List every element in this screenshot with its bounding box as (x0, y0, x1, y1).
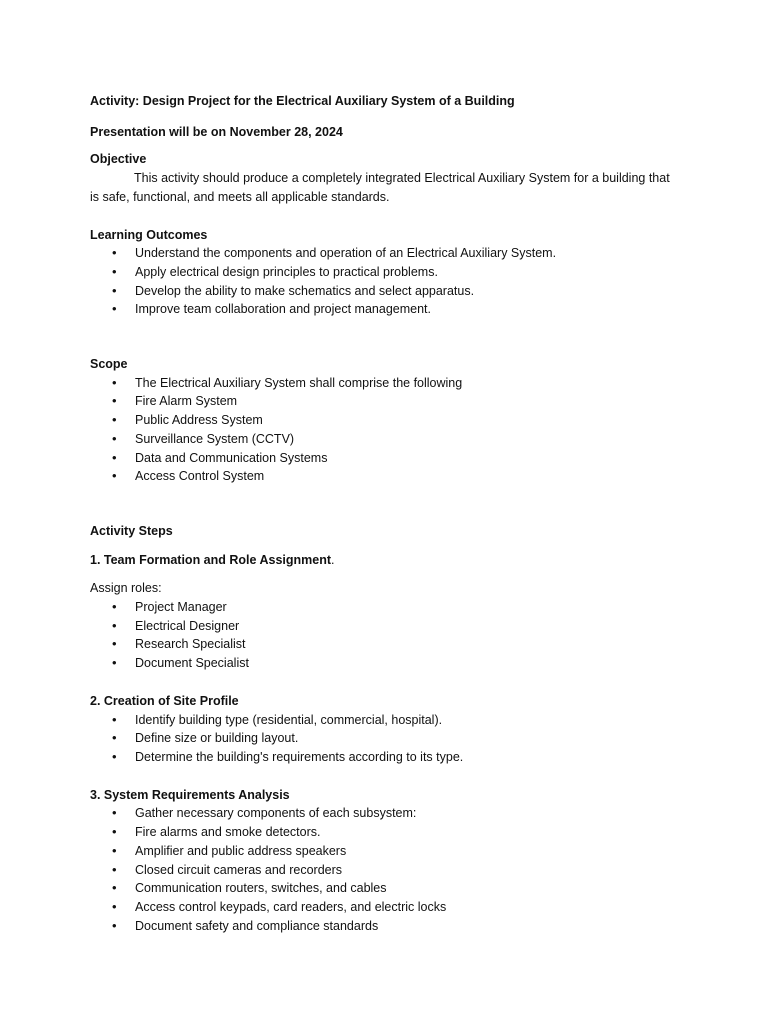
list-item (90, 430, 680, 449)
bullet-icon: • (112, 880, 117, 896)
list-item (90, 263, 680, 282)
list-item (90, 748, 680, 767)
list-item-text: Document safety and compliance standards (135, 918, 379, 933)
bullet-icon: • (112, 730, 117, 746)
list-item-text: Identify building type (residential, commercial, hospital). (135, 712, 443, 727)
list-item-text: Closed circuit cameras and recorders (135, 862, 343, 877)
bullet-icon: • (112, 842, 117, 858)
bullet-icon: • (112, 468, 117, 484)
list-item-text: Apply electrical design principles to practical problems. (135, 264, 438, 279)
list-item (90, 711, 680, 730)
learning-outcomes-heading: Learning Outcomes (90, 227, 208, 242)
list-item-text: Electrical Designer (135, 618, 240, 633)
list-item-text: Develop the ability to make schematics and select apparatus. (135, 283, 475, 298)
list-item-text: Define size or building layout. (135, 731, 299, 746)
bullet-icon: • (112, 917, 117, 933)
bullet-icon: • (112, 282, 117, 298)
bullet-icon: • (112, 898, 117, 914)
list-item (90, 823, 680, 842)
step2-heading: 2. Creation of Site Profile (90, 693, 239, 708)
list-item (90, 374, 680, 393)
bullet-icon: • (112, 374, 117, 390)
step2-list (90, 711, 680, 767)
list-item-text: Gather necessary components of each subsystem: (135, 806, 417, 821)
list-item-text: Surveillance System (CCTV) (135, 431, 295, 446)
list-item-text: Amplifier and public address speakers (135, 843, 347, 858)
bullet-icon: • (112, 412, 117, 428)
bullet-icon: • (112, 245, 117, 261)
list-item (90, 244, 680, 263)
bullet-icon: • (112, 393, 117, 409)
activity-title: Activity: Design Project for the Electrical Auxiliary System of a Building (90, 94, 515, 108)
list-item-text: The Electrical Auxiliary System shall comprise the following (135, 375, 463, 390)
bullet-icon: • (112, 805, 117, 821)
list-item-text: Communication routers, switches, and cables (135, 881, 387, 896)
document-page (90, 92, 680, 935)
list-item (90, 449, 680, 468)
list-item (90, 729, 680, 748)
list-item-text: Public Address System (135, 413, 263, 428)
bullet-icon: • (112, 636, 117, 652)
assign-roles-label: Assign roles: (90, 581, 162, 596)
list-item (90, 617, 680, 636)
list-item-text: Fire alarms and smoke detectors. (135, 825, 321, 840)
scope-list (90, 374, 680, 486)
list-item (90, 879, 680, 898)
list-item (90, 598, 680, 617)
list-item (90, 392, 680, 411)
list-item (90, 842, 680, 861)
step1-period: . (331, 552, 335, 567)
roles-list (90, 598, 680, 673)
activity-steps-heading: Activity Steps (90, 523, 173, 538)
list-item-text: Fire Alarm System (135, 394, 238, 409)
step3-heading: 3. System Requirements Analysis (90, 787, 290, 802)
list-item-text: Data and Communication Systems (135, 450, 328, 465)
bullet-icon: • (112, 861, 117, 877)
list-item (90, 804, 680, 823)
list-item (90, 635, 680, 654)
step3-list (90, 804, 680, 935)
bullet-icon: • (112, 824, 117, 840)
list-item-text: Access control keypads, card readers, and electric locks (135, 899, 447, 914)
list-item-text: Determine the building's requirements according to its type. (135, 749, 464, 764)
list-item-text: Document Specialist (135, 656, 249, 671)
list-item-text: Research Specialist (135, 637, 246, 652)
bullet-icon: • (112, 263, 117, 279)
bullet-icon: • (112, 617, 117, 633)
list-item (90, 282, 680, 301)
list-item (90, 654, 680, 673)
step1-heading: 1. Team Formation and Role Assignment (90, 552, 332, 567)
list-item-text: Improve team collaboration and project management. (135, 302, 431, 317)
list-item-text: Access Control System (135, 469, 265, 484)
objective-heading: Objective (90, 152, 147, 167)
list-item (90, 898, 680, 917)
scope-heading: Scope (90, 357, 128, 372)
step1-heading-line (90, 551, 680, 570)
bullet-icon: • (112, 599, 117, 615)
bullet-icon: • (112, 449, 117, 465)
list-item (90, 300, 680, 319)
list-item (90, 467, 680, 486)
learning-outcomes-list (90, 244, 680, 319)
bullet-icon: • (112, 711, 117, 727)
list-item (90, 861, 680, 880)
bullet-icon: • (112, 748, 117, 764)
list-item-text: Understand the components and operation of an Electrical Auxiliary System. (135, 246, 557, 261)
objective-text: This activity should produce a completely integrated Electrical Auxiliary System for a building that is safe, functional, and meets all applicable standards. (90, 171, 670, 204)
bullet-icon: • (112, 301, 117, 317)
list-item (90, 411, 680, 430)
presentation-date: Presentation will be on November 28, 2024 (90, 124, 343, 139)
list-item (90, 917, 680, 936)
bullet-icon: • (112, 655, 117, 671)
list-item-text: Project Manager (135, 600, 227, 615)
bullet-icon: • (112, 430, 117, 446)
